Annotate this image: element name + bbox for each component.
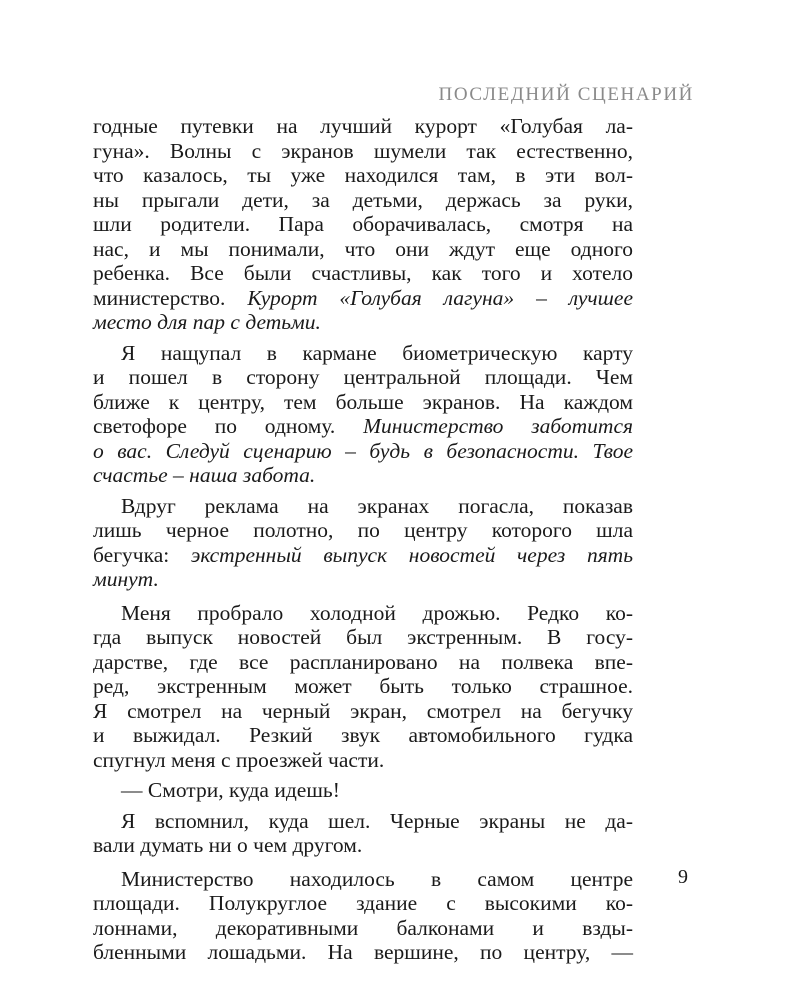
text-run: бегучка: xyxy=(93,542,191,567)
paragraph-5-dialogue xyxy=(93,778,633,803)
paragraph-3 xyxy=(93,494,633,592)
text-line: и пошел в сторону центральной площади. Чем xyxy=(93,365,633,389)
text-line: площади. Полукруглое здание с высокими ко- xyxy=(93,891,633,915)
text-line: нас, и мы понимали, что они ждут еще одного xyxy=(93,236,633,261)
text-line: бленными лошадьми. На вершине, по центру, — xyxy=(93,940,633,964)
page-number: 9 xyxy=(678,866,688,888)
text-line: гда выпуск новостей был экстренным. В госу- xyxy=(93,625,633,649)
paragraph-2 xyxy=(93,341,633,488)
body-text xyxy=(93,114,633,965)
text-line: спугнул меня с проезжей части. xyxy=(93,747,385,772)
text-line: Министерство находилось в самом центре xyxy=(121,866,633,891)
text-line: Вдруг реклама на экранах погасла, показав xyxy=(121,493,633,518)
running-head-title: ПОСЛЕДНИЙ СЦЕНАРИЙ xyxy=(438,84,694,105)
text-line: Я вспомнил, куда шел. Черные экраны не да- xyxy=(121,808,633,833)
paragraph-1 xyxy=(93,114,633,335)
text-line: ребенка. Все были счастливы, как того и хотело xyxy=(93,261,633,285)
text-line: Я нащупал в кармане биометрическую карту xyxy=(121,340,633,365)
text-line xyxy=(93,414,633,439)
text-line xyxy=(93,286,633,311)
text-line: ближе к центру, тем больше экранов. На каждом xyxy=(93,389,633,414)
dialogue-line: — Смотри, куда идешь! xyxy=(121,778,340,802)
text-line: гуна». Волны с экранов шумели так естественно, xyxy=(93,138,633,163)
paragraph-7 xyxy=(93,867,633,965)
italic-ticker-line: минут. xyxy=(93,567,159,591)
italic-slogan: Министерство заботится xyxy=(363,414,633,438)
text-line: вали думать ни о чем другом. xyxy=(93,833,363,857)
text-line: ны прыгали дети, за детьми, держась за руки, xyxy=(93,187,633,212)
text-line: что казалось, ты уже находился там, в эти вол- xyxy=(93,163,633,187)
italic-slogan-line: место для пар с детьми. xyxy=(93,310,321,334)
paragraph-6 xyxy=(93,809,633,858)
italic-slogan: Курорт «Голубая лагуна» – лучшее xyxy=(247,285,633,310)
text-run: министерство. xyxy=(93,285,248,310)
italic-ticker-text: экстренный выпуск новостей через пять xyxy=(190,542,633,567)
paragraph-4 xyxy=(93,601,633,773)
text-line: шли родители. Пара оборачивалась, смотря на xyxy=(93,212,633,236)
italic-slogan-line: счастье – наша забота. xyxy=(93,463,316,487)
text-line xyxy=(93,543,633,568)
text-line: лишь черное полотно, по центру которого шла xyxy=(93,518,633,542)
text-line: Я смотрел на черный экран, смотрел на бегучку xyxy=(93,698,633,723)
text-line: Меня пробрало холодной дрожью. Редко ко- xyxy=(121,600,633,625)
text-line: и выжидал. Резкий звук автомобильного гудка xyxy=(93,723,633,747)
italic-slogan-line: о вас. Следуй сценарию – будь в безопасности. Твое xyxy=(93,438,633,463)
text-line: ред, экстренным может быть только страшное. xyxy=(93,674,633,698)
text-run: светофоре по одному. xyxy=(93,414,364,438)
text-line: лоннами, декоративными балконами и взды- xyxy=(93,915,633,940)
text-line: годные путевки на лучший курорт «Голубая ла- xyxy=(93,114,633,138)
text-line: дарстве, где все распланировано на полвека впе- xyxy=(93,649,633,674)
